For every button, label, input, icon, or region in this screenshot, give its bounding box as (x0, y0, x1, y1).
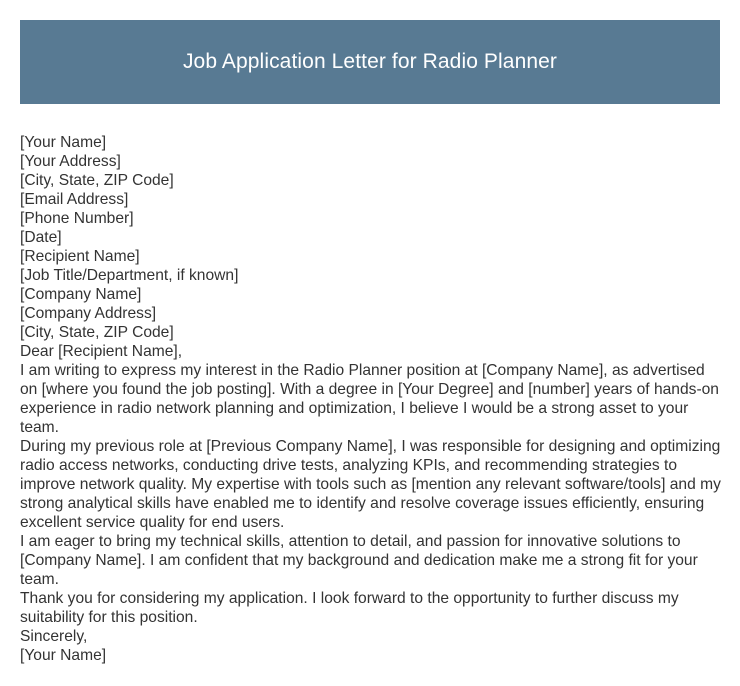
salutation: Dear [Recipient Name], (20, 343, 183, 360)
paragraph-experience: During my previous role at [Previous Company Name], I was responsible for designing and optimizing radio access networks, conducting drive tests, analyzing KPIs, and recommending strategies to improve network quality. My expertise with tools such as [mention any relevant software/tools] and my strong analytical skills have enabled me to identify and resolve coverage issues efficiently, ensuring excellent service quality for end users. (20, 438, 721, 531)
sender-email: [Email Address] (20, 191, 129, 208)
recipient-company: [Company Name] (20, 286, 142, 303)
recipient-name: [Recipient Name] (20, 248, 140, 265)
sender-city-state-zip: [City, State, ZIP Code] (20, 172, 174, 189)
signature: [Your Name] (20, 647, 107, 664)
sender-name: [Your Name] (20, 134, 107, 151)
sender-address: [Your Address] (20, 153, 121, 170)
page-title: Job Application Letter for Radio Planner (182, 50, 558, 73)
paragraph-intro: I am writing to express my interest in the Radio Planner position at [Company Name], as advertised on [where you found the job posting]. With a degree in [Your Degree] and [number] years of hands-on experience in radio network planning and optimization, I believe I would be a strong asset to your team. (20, 362, 719, 436)
recipient-city-state-zip: [City, State, ZIP Code] (20, 324, 174, 341)
paragraph-motivation: I am eager to bring my technical skills, attention to detail, and passion for innovative solutions to [Company Name]. I am confident that my background and dedication make me a strong fit for your team. (20, 533, 698, 588)
letter-body (20, 133, 722, 665)
recipient-company-address: [Company Address] (20, 305, 157, 322)
paragraph-thanks: Thank you for considering my application. I look forward to the opportunity to further discuss my suitability for this position. (20, 590, 679, 626)
header-banner (20, 20, 720, 104)
letter-date: [Date] (20, 229, 62, 246)
recipient-job-title: [Job Title/Department, if known] (20, 267, 239, 284)
sender-phone: [Phone Number] (20, 210, 134, 227)
closing: Sincerely, (20, 628, 88, 645)
